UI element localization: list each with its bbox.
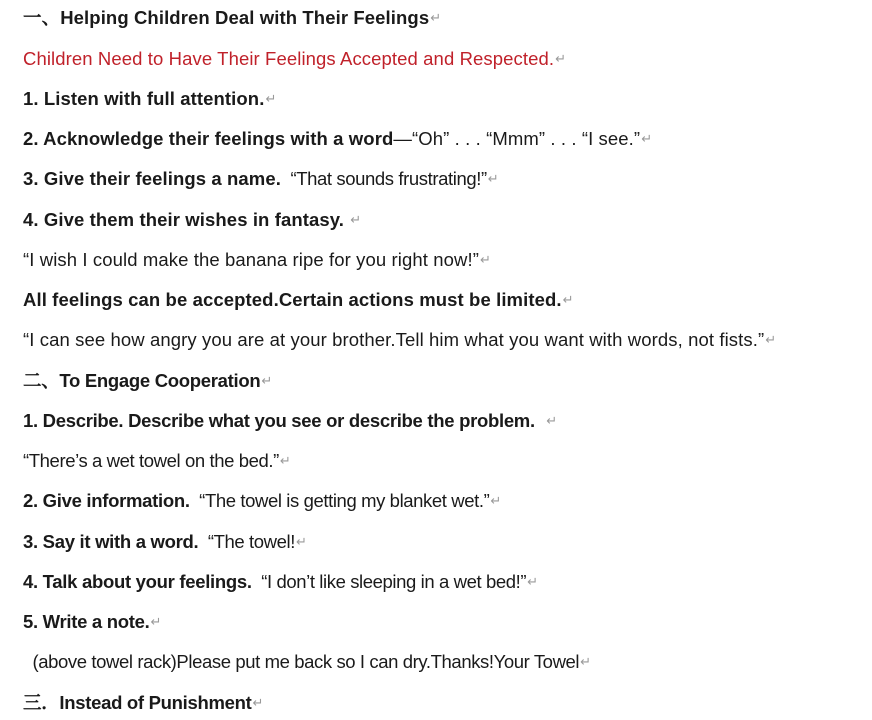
paragraph-mark-icon: ↵ [150,614,162,629]
item-bold-text: 3. Say it with a word. [23,531,199,552]
item-bold-text: 5. Write a note. [23,611,150,632]
section-heading-3[interactable] [23,691,263,715]
item-quote-text: —“Oh” . . . “Mmm” . . . “I see.” [393,128,641,149]
item-spacer-text [344,209,349,230]
list-item-listen[interactable] [23,87,276,111]
paragraph-mark-icon: ↵ [527,574,539,589]
rule-feelings-accepted[interactable] [23,288,574,312]
item-bold-text: 2. Give information. [23,490,190,511]
item-bold-text: 4. Talk about your feelings. [23,571,252,592]
list-item-acknowledge[interactable] [23,127,652,151]
subtitle-line[interactable] [23,47,566,71]
paragraph-mark-icon: ↵ [279,453,291,468]
heading-text: 一、Helping Children Deal with Their Feelings [23,7,430,28]
item-bold-text: 1. Listen with full attention. [23,88,265,109]
quote-brother[interactable] [23,328,776,352]
paragraph-mark-icon: ↵ [265,91,277,106]
quote-banana[interactable] [23,248,491,272]
item-bold-text: 4. Give them their wishes in fantasy. [23,209,345,230]
item-bold-text: 1. Describe. Describe what you see or describe the problem. [23,410,535,431]
list-item-give-information[interactable] [23,489,501,513]
subtitle-text: Children Need to Have Their Feelings Accepted and Respected. [23,48,555,69]
item-bold-text: 2. Acknowledge their feelings with a word [23,128,394,149]
paragraph-mark-icon: ↵ [555,51,567,66]
paragraph-mark-icon: ↵ [546,413,558,428]
paragraph-mark-icon: ↵ [487,171,499,186]
note-towel-rack[interactable] [23,650,591,674]
quote-text: “There’s a wet towel on the bed.” [23,450,279,471]
paragraph-mark-icon: ↵ [350,212,362,227]
item-quote-text: “The towel is getting my blanket wet.” [189,490,490,511]
list-item-say-it-with-a-word[interactable] [23,530,307,554]
paragraph-mark-icon: ↵ [580,654,592,669]
paragraph-mark-icon: ↵ [490,493,502,508]
quote-text: “I can see how angry you are at your brother.Tell him what you want with words, not fists.” [23,329,765,350]
paragraph-mark-icon: ↵ [641,131,653,146]
list-item-describe[interactable] [23,409,557,433]
quote-wet-towel[interactable] [23,449,291,473]
item-bold-text: 3. Give their feelings a name. [23,168,281,189]
paragraph-mark-icon: ↵ [480,252,491,267]
section-heading-2[interactable] [23,369,272,393]
paragraph-mark-icon: ↵ [295,534,307,549]
quote-text: “I wish I could make the banana ripe for you right now!” [23,249,479,270]
item-spacer-text [535,410,545,431]
paragraph-mark-icon: ↵ [430,10,442,25]
item-quote-text: “That sounds frustrating!” [281,168,487,189]
paragraph-mark-icon: ↵ [765,332,777,347]
rule-text: All feelings can be accepted.Certain actions must be limited. [23,289,562,310]
paragraph-mark-icon: ↵ [252,695,264,710]
paragraph-mark-icon: ↵ [562,292,574,307]
heading-text: 二、To Engage Cooperation [23,370,261,391]
list-item-write-a-note[interactable] [23,610,161,634]
list-item-talk-about-feelings[interactable] [23,570,538,594]
list-item-wishes[interactable] [23,208,361,232]
paragraph-mark-icon: ↵ [261,373,273,388]
item-quote-text: “I don’t like sleeping in a wet bed!” [251,571,527,592]
item-quote-text: “The towel! [198,531,295,552]
note-text: (above towel rack)Please put me back so I can dry.Thanks!Your Towel [23,651,580,672]
list-item-name-feelings[interactable] [23,167,499,191]
heading-text: 三．Instead of Punishment [23,692,252,713]
section-heading-1[interactable] [23,6,441,30]
